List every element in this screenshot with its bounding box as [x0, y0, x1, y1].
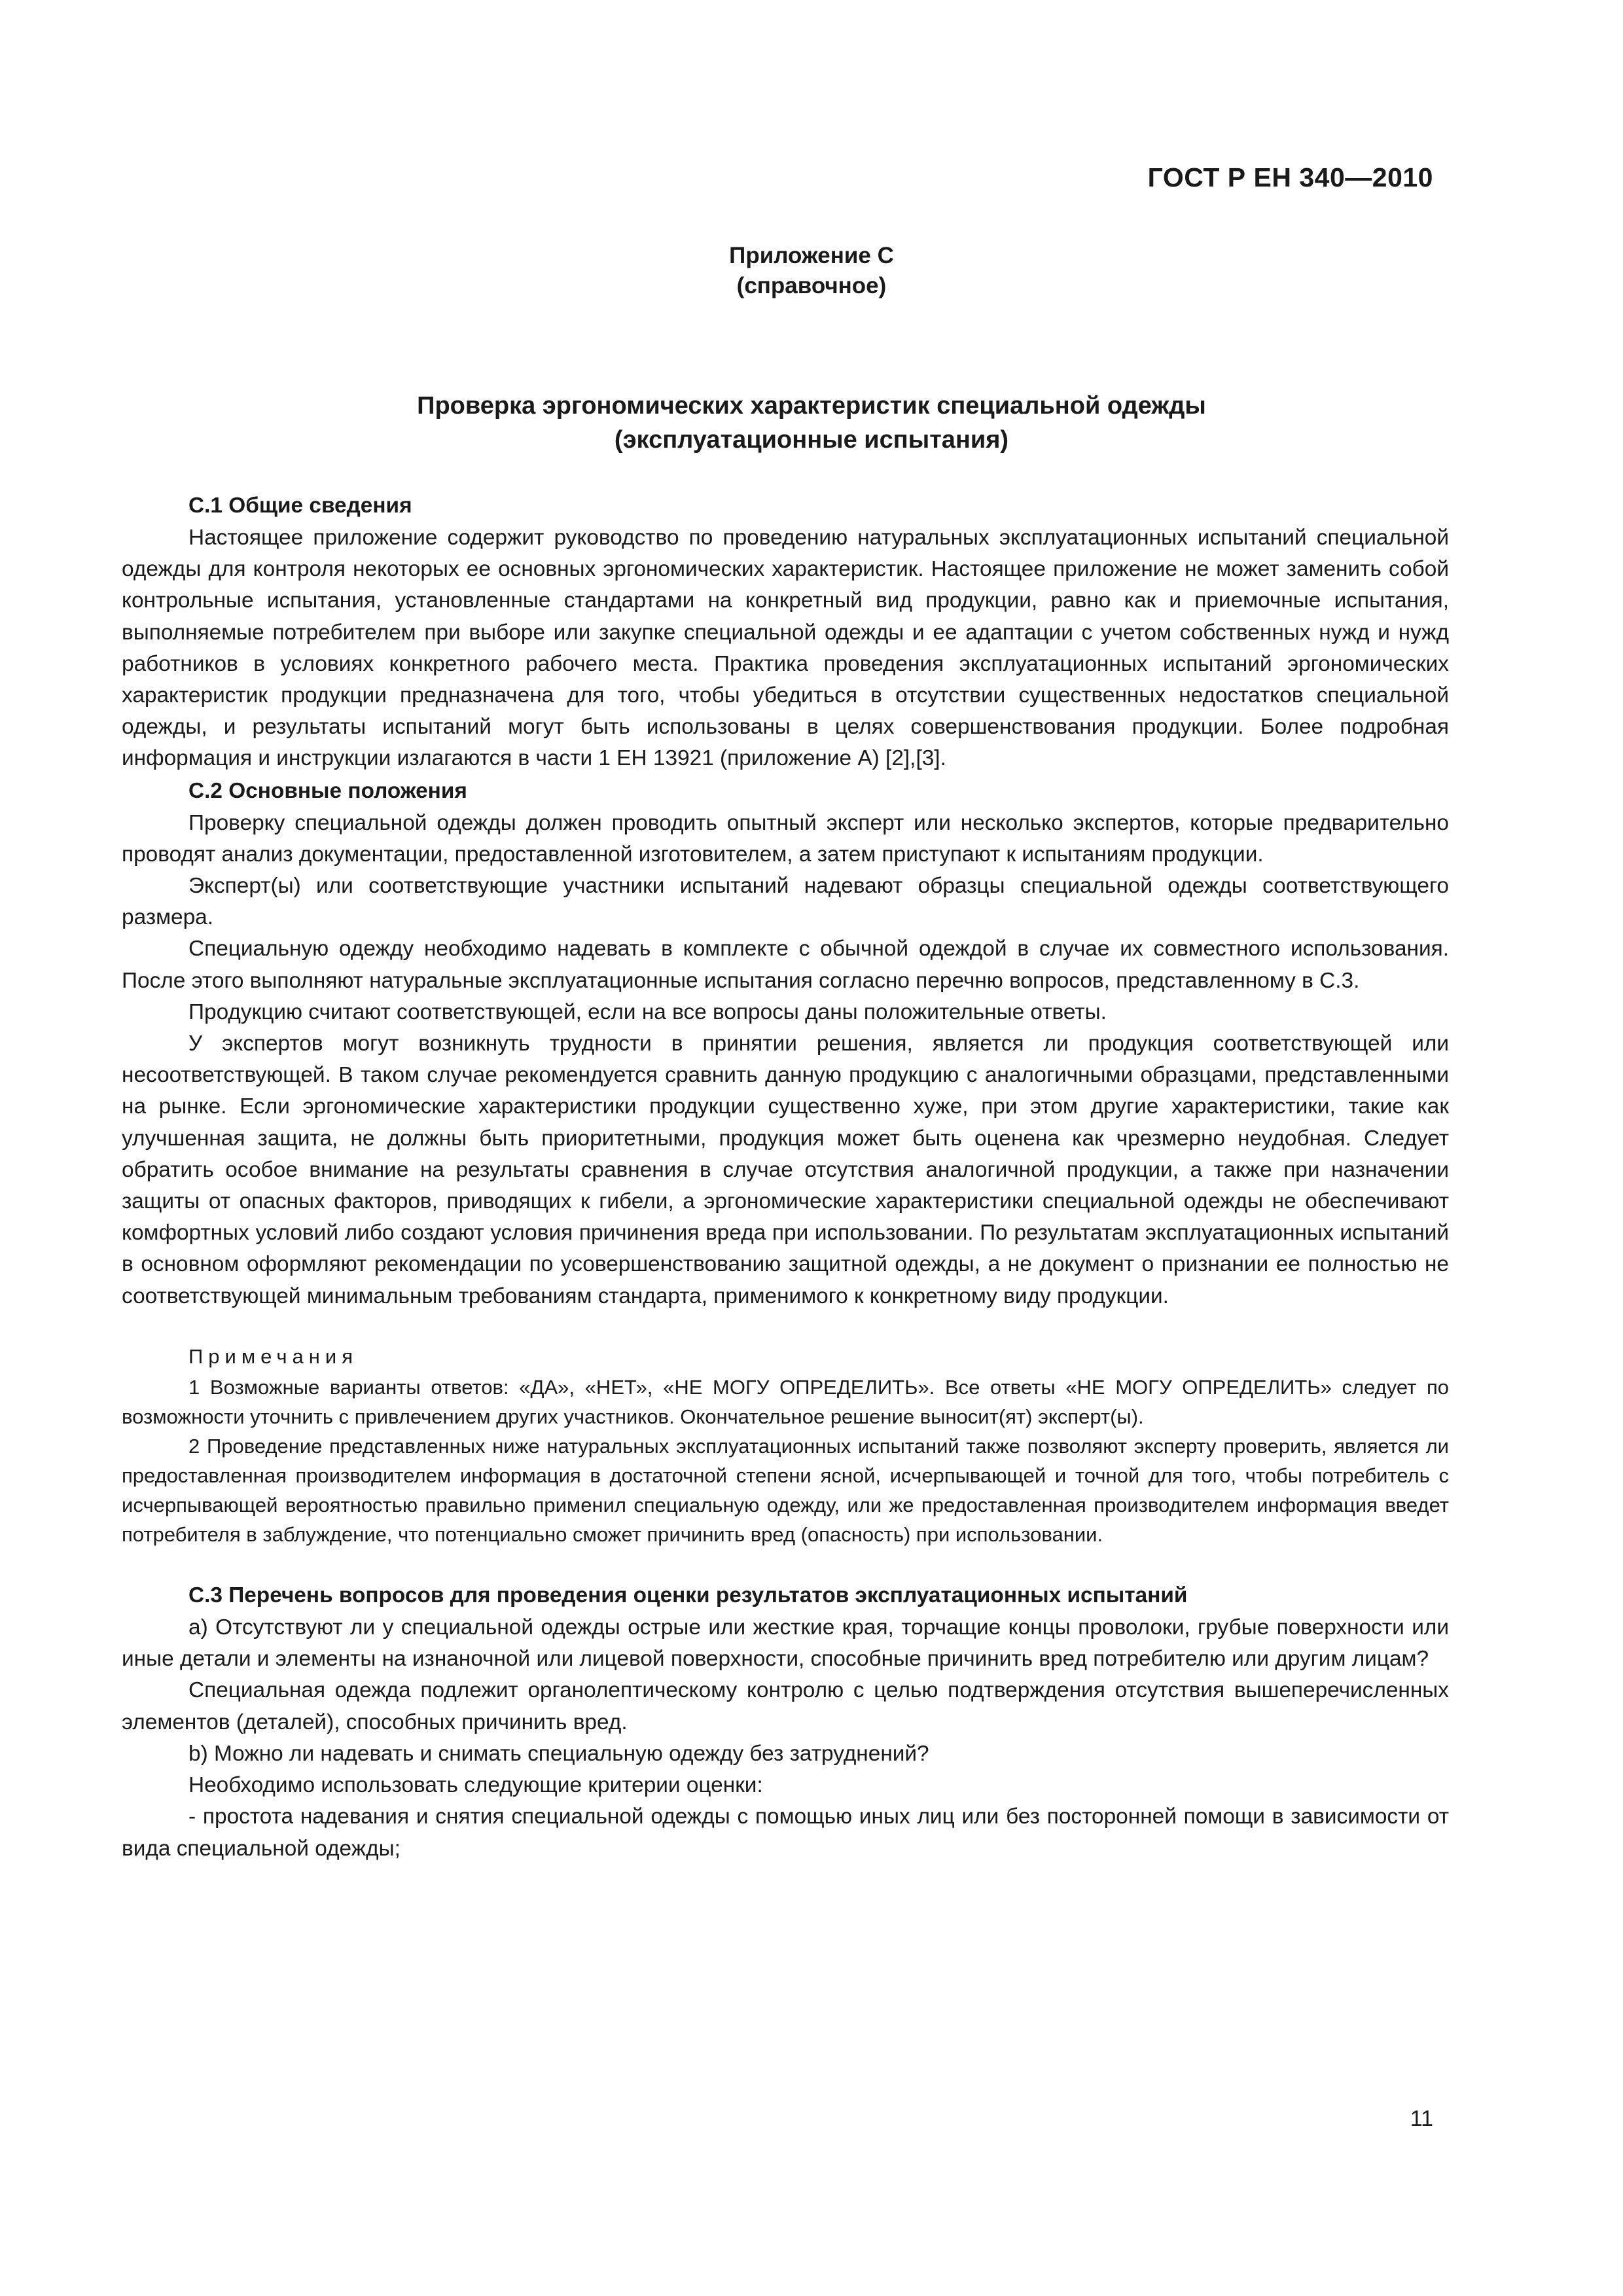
annex-label: Приложение С	[729, 243, 894, 268]
section-c2-heading: С.2 Основные положения	[188, 778, 467, 803]
section-c1-heading: С.1 Общие сведения	[188, 493, 412, 518]
note-item: 2 Проведение представленных ниже натуральных эксплуатационных испытаний также позволяют эксперту проверить, является ли предоставленная производителем информация в достаточной степени ясной, исчерпывающей и точной для того, чтобы потребитель с исчерпывающей вероятностью правильно применил специальную одежду, или же предоставленная производителем информация введет потребителя в заблуждение, что потенциально сможет причинить вред (опасность) при использовании.	[122, 1435, 1449, 1547]
section-c2-paragraph: Эксперт(ы) или соответствующие участники испытаний надевают образцы специальной одежды соответствующего размера.	[122, 874, 1449, 930]
section-c2-paragraph: Продукцию считают соответствующей, если на все вопросы даны положительные ответы.	[188, 999, 1107, 1024]
annex-title-line-2: (эксплуатационные испытания)	[614, 426, 1009, 454]
notes-heading: Примечания	[188, 1344, 358, 1368]
section-c3-paragraph: a) Отсутствуют ли у специальной одежды острые или жесткие края, торчащие концы проволоки, грубые поверхности или иные детали и элементы на изнаночной или лицевой поверхности, способные причинить вред потребителю или другим лицам?	[122, 1615, 1449, 1672]
section-c3-heading: С.3 Перечень вопросов для проведения оценки результатов эксплуатационных испытаний	[188, 1583, 1188, 1608]
note-item: 1 Возможные варианты ответов: «ДА», «НЕТ», «НЕ МОГУ ОПРЕДЕЛИТЬ». Все ответы «НЕ МОГУ ОПРЕДЕЛИТЬ» следует по возможности уточнить с привлечением других участников. Окончательное решение выносит(ят) эксперт(ы).	[122, 1376, 1449, 1429]
section-c2-paragraph: Проверку специальной одежды должен проводить опытный эксперт или несколько экспертов, которые предварительно проводят анализ документации, предоставленной изготовителем, а затем приступают к испытаниям продукции.	[122, 810, 1449, 867]
annex-title-line-1: Проверка эргономических характеристик специальной одежды	[417, 392, 1206, 420]
section-c3-paragraph: Необходимо использовать следующие критерии оценки:	[188, 1773, 763, 1798]
section-c3-paragraph: b) Можно ли надевать и снимать специальную одежду без затруднений?	[188, 1741, 929, 1766]
annex-title	[0, 389, 1623, 457]
page-number: 11	[1410, 2106, 1433, 2131]
annex-status: (справочное)	[736, 273, 887, 298]
annex-heading	[0, 241, 1623, 301]
section-c3-paragraph: Специальная одежда подлежит органолептическому контролю с целью подтверждения отсутствия вышеперечисленных элементов (деталей), способных причинить вред.	[122, 1678, 1449, 1734]
standard-code: ГОСТ Р ЕН 340—2010	[1147, 162, 1433, 192]
section-c3-paragraph: - простота надевания и снятия специальной одежды с помощью иных лиц или без посторонней помощи в зависимости от вида специальной одежды;	[122, 1804, 1449, 1861]
section-c2-paragraph: Специальную одежду необходимо надевать в комплекте с обычной одеждой в случае их совместного использования. После этого выполняют натуральные эксплуатационные испытания согласно перечню вопросов, представленному в С.3.	[122, 937, 1449, 993]
document-body	[122, 490, 1449, 1865]
section-c1-paragraph: Настоящее приложение содержит руководство по проведению натуральных эксплуатационных испытаний специальной одежды для контроля некоторых ее основных эргономических характеристик. Настоящее приложение не может заменить собой контрольные испытания, установленные стандартами на конкретный вид продукции, равно как и приемочные испытания, выполняемые потребителем при выборе или закупке специальной одежды и ее адаптации с учетом собственных нужд и нужд работников в условиях конкретного рабочего места. Практика проведения эксплуатационных испытаний эргономических характеристик продукции предназначена для того, чтобы убедиться в отсутствии существенных недостатков специальной одежды, и результаты испытаний могут быть использованы в целях совершенствования продукции. Более подробная информация и инструкции излагаются в части 1 ЕН 13921 (приложение А) [2],[3].	[122, 526, 1449, 771]
section-c2-paragraph: У экспертов могут возникнуть трудности в принятии решения, является ли продукция соответствующей или несоответствующей. В таком случае рекомендуется сравнить данную продукцию с аналогичными образцами, представленными на рынке. Если эргономические характеристики продукции существенно хуже, при этом другие характеристики, такие как улучшенная защита, не должны быть приоритетными, продукция может быть оценена как чрезмерно неудобная. Следует обратить особое внимание на результаты сравнения в случае отсутствия аналогичной продукции, а также при назначении защиты от опасных факторов, приводящих к гибели, а эргономические характеристики специальной одежды не обеспечивают комфортных условий либо создают условия причинения вреда при использовании. По результатам эксплуатационных испытаний в основном оформляют рекомендации по усовершенствованию защитной одежды, а не документ о признании ее полностью не соответствующей минимальным требованиям стандарта, применимого к конкретному виду продукции.	[122, 1031, 1449, 1308]
